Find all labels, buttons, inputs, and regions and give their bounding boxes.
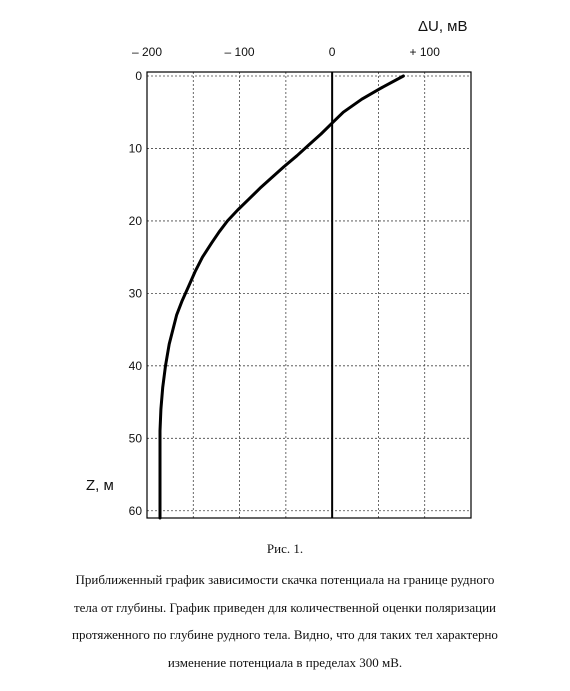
plot-frame bbox=[147, 72, 471, 518]
y-tick-label: 50 bbox=[128, 431, 142, 446]
grid bbox=[147, 72, 471, 518]
y-tick-label: 10 bbox=[128, 141, 142, 156]
caption-line: Приближенный график зависимости скачка потенциала на границе рудного bbox=[75, 572, 495, 587]
y-axis-title: Z, м bbox=[86, 477, 114, 494]
figure-caption bbox=[0, 566, 570, 676]
x-tick-label: – 100 bbox=[224, 45, 255, 59]
series-line bbox=[160, 76, 403, 518]
caption-line: изменение потенциала в пределах 300 мВ. bbox=[167, 654, 403, 670]
caption-line: тела от глубины. График приведен для количественной оценки поляризации bbox=[73, 599, 497, 615]
caption-line: протяженного по глубине рудного тела. Видно, что для таких тел характерно bbox=[72, 627, 498, 642]
y-tick-label: 0 bbox=[135, 69, 142, 83]
y-tick-label: 60 bbox=[128, 503, 142, 518]
x-tick-label: 0 bbox=[328, 45, 336, 59]
x-tick-label: – 200 bbox=[131, 45, 163, 59]
y-tick-label: 20 bbox=[128, 213, 142, 228]
figure-label: Рис. 1. bbox=[266, 541, 304, 556]
x-tick-labels bbox=[132, 45, 440, 59]
x-tick-label: + 100 bbox=[409, 45, 440, 59]
x-axis-title: ΔU, мВ bbox=[418, 18, 468, 35]
y-tick-label: 40 bbox=[128, 358, 142, 373]
y-tick-label: 30 bbox=[128, 286, 142, 301]
y-tick-labels bbox=[129, 69, 143, 518]
